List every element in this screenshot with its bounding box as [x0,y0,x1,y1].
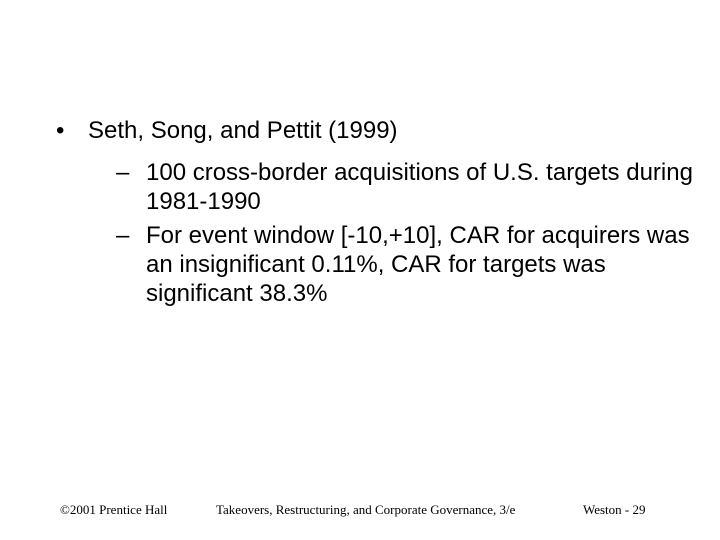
main-bullet [56,112,676,150]
sub-bullet-text: 100 cross-border acquisitions of U.S. targets during 1981-1990 [146,159,693,215]
sub-bullet-marker: – [116,222,130,249]
sub-bullet-list [116,158,696,313]
bullet-marker: • [56,117,65,144]
footer-book-title: Takeovers, Restructuring, and Corporate Governance, 3/e [216,502,516,517]
main-bullet-text: Seth, Song, and Pettit (1999) [88,117,398,144]
sub-bullet-item [116,221,696,308]
sub-bullet-text: For event window [-10,+10], CAR for acquirers was an insignificant 0.11%, CAR for targets was significant 38.3% [146,222,690,307]
sub-bullet-marker: – [116,159,130,186]
sub-bullet-item [116,158,696,216]
footer-page-number: Weston - 29 [583,502,646,517]
footer-copyright: ©2001 Prentice Hall [60,502,168,517]
